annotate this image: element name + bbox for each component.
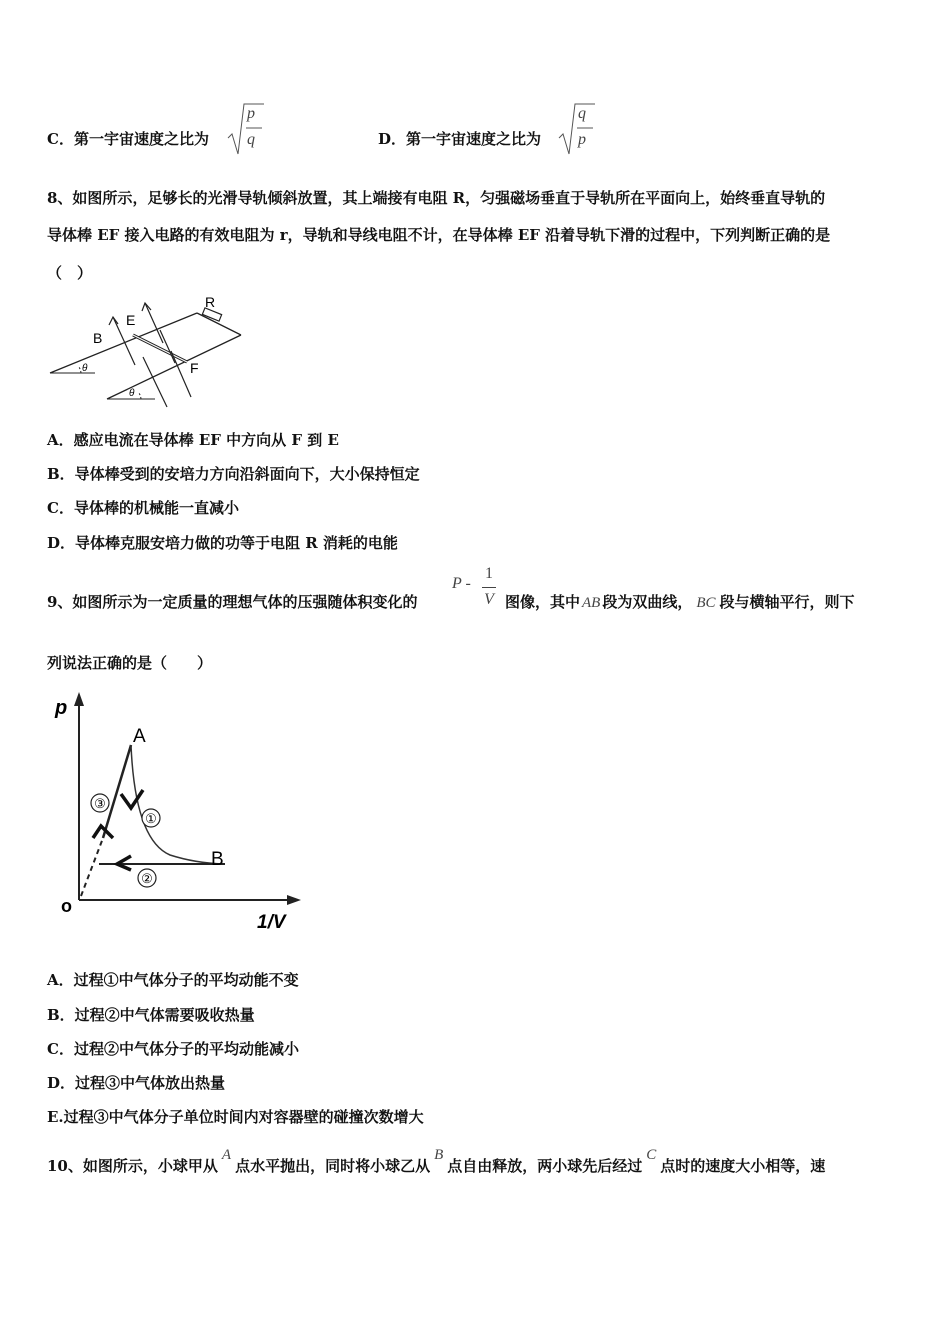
q10-text-c: 点自由释放，两小球先后经过: [447, 1157, 643, 1175]
q9-text-a: 9、如图所示为一定质量的理想气体的压强随体积变化的: [47, 593, 418, 611]
q9-mark3: ③: [94, 796, 106, 811]
q9-option-e: E.过程③中气体分子单位时间内对容器壁的碰撞次数增大: [47, 1108, 424, 1126]
q9-frac-p: P -: [452, 575, 471, 592]
q9-figure: [45, 690, 310, 935]
q9-stem-line1-b: [505, 591, 855, 612]
q9-label-o: o: [61, 896, 72, 916]
q9-option-a: A．过程①中气体分子的平均动能不变: [47, 971, 299, 989]
q8-option-a: A．感应电流在导体棒 EF 中方向从 F 到 E: [47, 431, 339, 449]
q9-label-x: 1/V: [257, 912, 286, 933]
q8-label-b: B: [93, 330, 103, 346]
q9-text-b: 图像，其中: [505, 593, 581, 611]
q9-stem-line1: [47, 591, 417, 612]
q10-text-b: 点水平抛出，同时将小球乙从: [235, 1157, 431, 1175]
q7-option-c-num: p: [247, 105, 255, 122]
q8-label-r: R: [205, 295, 216, 310]
q8-label-e: E: [126, 312, 136, 328]
q7-option-c-text: C．第一宇宙速度之比为: [47, 130, 209, 148]
q9-mark1: ①: [145, 811, 157, 826]
q8-figure: [45, 295, 255, 415]
q9-option-d: D．过程③中气体放出热量: [47, 1074, 226, 1092]
q9-frac-den: V: [484, 591, 494, 608]
q8-theta1: θ: [82, 363, 88, 374]
q7-option-d: [378, 128, 541, 149]
q9-text-d: 段与横轴平行，则下: [719, 593, 855, 611]
q7-option-d-den: p: [578, 131, 586, 148]
q10-point-c: C: [646, 1147, 657, 1163]
q8-stem-line2: 导体棒 EF 接入电路的有效电阻为 r，导轨和导线电阻不计，在导体棒 EF 沿着导轨下滑的过程中，下列判断正确的是: [47, 226, 831, 244]
q9-frac-num: 1: [485, 565, 493, 582]
q9-text-c: 段为双曲线，: [602, 593, 693, 611]
q8-option-d: D．导体棒克服安培力做的功等于电阻 R 消耗的电能: [47, 534, 398, 552]
q8-stem-line1: 8、如图所示，足够长的光滑导轨倾斜放置，其上端接有电阻 R，匀强磁场垂直于导轨所在平面向上，始终垂直导轨的: [47, 189, 826, 207]
q7-option-d-num: q: [578, 105, 586, 122]
q10-text-a: 10、如图所示，小球甲从: [47, 1157, 218, 1175]
q9-label-b: B: [211, 849, 224, 870]
q9-curve-ab: [131, 745, 223, 864]
q10-point-a: A: [221, 1147, 232, 1163]
q9-stem-line2: 列说法正确的是（ ）: [47, 654, 213, 672]
q8-option-b: B．导体棒受到的安培力方向沿斜面向下，大小保持恒定: [47, 465, 420, 483]
q8-lower-rail: [107, 335, 241, 399]
q9-label-a: A: [133, 726, 146, 747]
q8-theta2: θ: [129, 388, 135, 399]
q10-stem-line1: [47, 1147, 826, 1176]
q7-option-c: [47, 128, 209, 149]
q9-option-c: C．过程②中气体分子的平均动能减小: [47, 1040, 299, 1058]
q8-stem-line3: （ ）: [47, 264, 93, 282]
q9-bc: BC: [696, 595, 716, 611]
q9-mark2: ②: [141, 871, 153, 886]
q8-label-f: F: [190, 360, 199, 376]
q7-option-d-text: D．第一宇宙速度之比为: [378, 130, 542, 148]
q8-option-c: C．导体棒的机械能一直减小: [47, 499, 239, 517]
q8-upper-rail: [50, 313, 197, 373]
q10-text-d: 点时的速度大小相等，速: [660, 1157, 826, 1175]
q9-ab: AB: [582, 595, 601, 611]
q9-option-b: B．过程②中气体需要吸收热量: [47, 1006, 255, 1024]
q9-label-p: p: [55, 697, 68, 719]
q7-option-c-den: q: [247, 131, 255, 148]
q10-point-b: B: [434, 1147, 444, 1163]
q9-frac-bar: [482, 587, 496, 588]
